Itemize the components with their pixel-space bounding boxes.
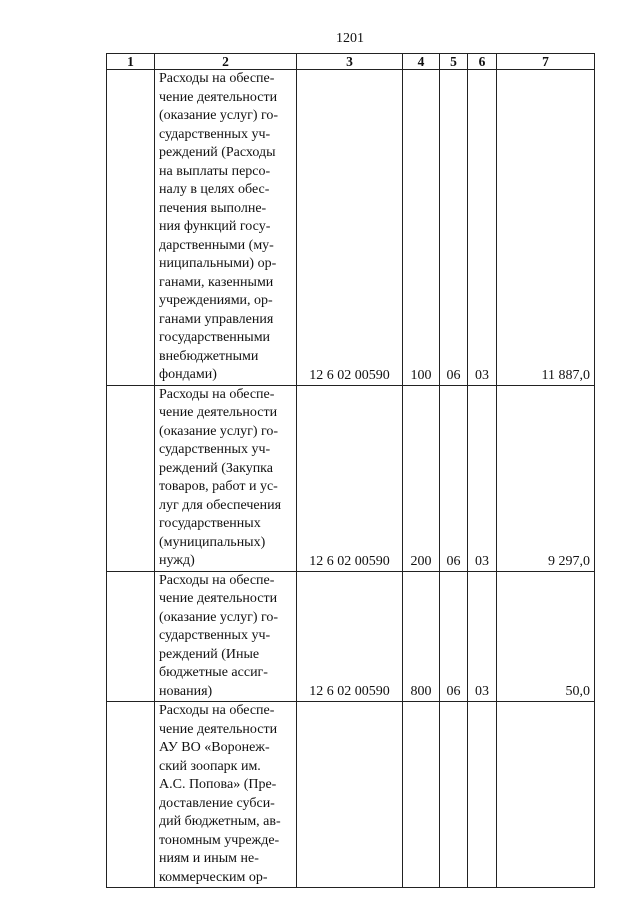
description-line: ния функций госу- — [159, 219, 271, 234]
table-row — [107, 571, 595, 702]
description-line: ниям и иным не- — [159, 851, 259, 866]
header-col-2: 2 — [155, 54, 297, 70]
table-row — [107, 385, 595, 571]
cell-section: 06 — [440, 70, 468, 386]
description-line: бюджетные ассиг- — [159, 665, 268, 680]
description-line: коммерческим ор- — [159, 869, 268, 885]
description-line: ганами управления — [159, 311, 274, 327]
description-line: (муниципальных) — [159, 534, 266, 550]
description-line: ский зоопарк им. — [159, 758, 261, 774]
description-line: чение деятельности — [159, 591, 278, 606]
header-col-1: 1 — [107, 54, 155, 70]
cell-subsection — [468, 702, 497, 888]
description-line: сударственных уч- — [159, 628, 271, 643]
cell-target-code — [297, 702, 403, 888]
header-row — [107, 54, 595, 70]
cell-number — [107, 385, 155, 571]
cell-expense-type: 800 — [403, 571, 440, 702]
description-line: реждений (Иные — [159, 646, 260, 662]
description-line: ганами, казенными — [159, 274, 274, 290]
description-line: чение деятельности — [159, 89, 278, 105]
cell-target-code: 12 6 02 00590 — [297, 70, 403, 386]
cell-number — [107, 70, 155, 386]
cell-section: 06 — [440, 385, 468, 571]
cell-target-code: 12 6 02 00590 — [297, 385, 403, 571]
cell-number — [107, 571, 155, 702]
cell-description — [155, 571, 297, 702]
description-line: реждений (Закупка — [159, 460, 273, 476]
cell-amount: 11 887,0 — [497, 70, 595, 386]
cell-description — [155, 702, 297, 888]
cell-number — [107, 702, 155, 888]
budget-table — [106, 53, 595, 888]
description-line: печения выполне- — [159, 200, 267, 216]
description-line: реждений (Расходы — [159, 145, 276, 160]
description-line: ниципальными) ор- — [159, 256, 277, 271]
header-col-5: 5 — [440, 54, 468, 70]
description-line: Расходы на обеспе- — [159, 703, 275, 718]
cell-description — [155, 70, 297, 386]
cell-section: 06 — [440, 571, 468, 702]
description-line: дий бюджетным, ав- — [159, 814, 281, 829]
cell-subsection: 03 — [468, 385, 497, 571]
cell-subsection: 03 — [468, 571, 497, 702]
description-line: на выплаты персо- — [159, 163, 271, 179]
description-line: нования) — [159, 683, 213, 699]
cell-target-code: 12 6 02 00590 — [297, 571, 403, 702]
description-line: сударственных уч- — [159, 442, 271, 457]
cell-amount — [497, 702, 595, 888]
table-row — [107, 70, 595, 386]
header-col-6: 6 — [468, 54, 497, 70]
cell-amount: 50,0 — [497, 571, 595, 702]
description-line: нужд) — [159, 553, 195, 568]
description-line: Расходы на обеспе- — [159, 386, 275, 402]
cell-expense-type: 200 — [403, 385, 440, 571]
header-col-3: 3 — [297, 54, 403, 70]
description-line: (оказание услуг) го- — [159, 609, 279, 625]
cell-amount: 9 297,0 — [497, 385, 595, 571]
description-line: сударственных уч- — [159, 126, 271, 142]
description-line: чение деятельности — [159, 405, 278, 420]
description-line: АУ ВО «Воронеж- — [159, 740, 270, 755]
description-line: тономным учрежде- — [159, 832, 280, 848]
description-line: (оказание услуг) го- — [159, 108, 279, 123]
cell-expense-type — [403, 702, 440, 888]
description-line: чение деятельности — [159, 721, 278, 737]
cell-expense-type: 100 — [403, 70, 440, 386]
description-line: дарственными (му- — [159, 237, 274, 253]
description-line: налу в целях обес- — [159, 182, 270, 197]
description-line: Расходы на обеспе- — [159, 572, 275, 588]
description-line: товаров, работ и ус- — [159, 479, 278, 494]
description-line: учреждениями, ор- — [159, 293, 273, 308]
description-line: доставление субси- — [159, 795, 275, 811]
description-line: (оказание услуг) го- — [159, 423, 279, 439]
description-line: луг для обеспечения — [159, 497, 282, 513]
description-line: внебюджетными — [159, 348, 259, 364]
description-line: Расходы на обеспе- — [159, 71, 275, 86]
header-col-4: 4 — [403, 54, 440, 70]
page-number: 1201 — [336, 31, 364, 46]
description-line: государственных — [159, 516, 261, 531]
header-col-7: 7 — [497, 54, 595, 70]
cell-section — [440, 702, 468, 888]
table-row — [107, 702, 595, 888]
cell-description — [155, 385, 297, 571]
description-line: фондами) — [159, 367, 217, 382]
description-line: государственными — [159, 330, 271, 345]
cell-subsection: 03 — [468, 70, 497, 386]
description-line: А.С. Попова» (Пре- — [159, 777, 277, 792]
table-body — [107, 70, 595, 888]
